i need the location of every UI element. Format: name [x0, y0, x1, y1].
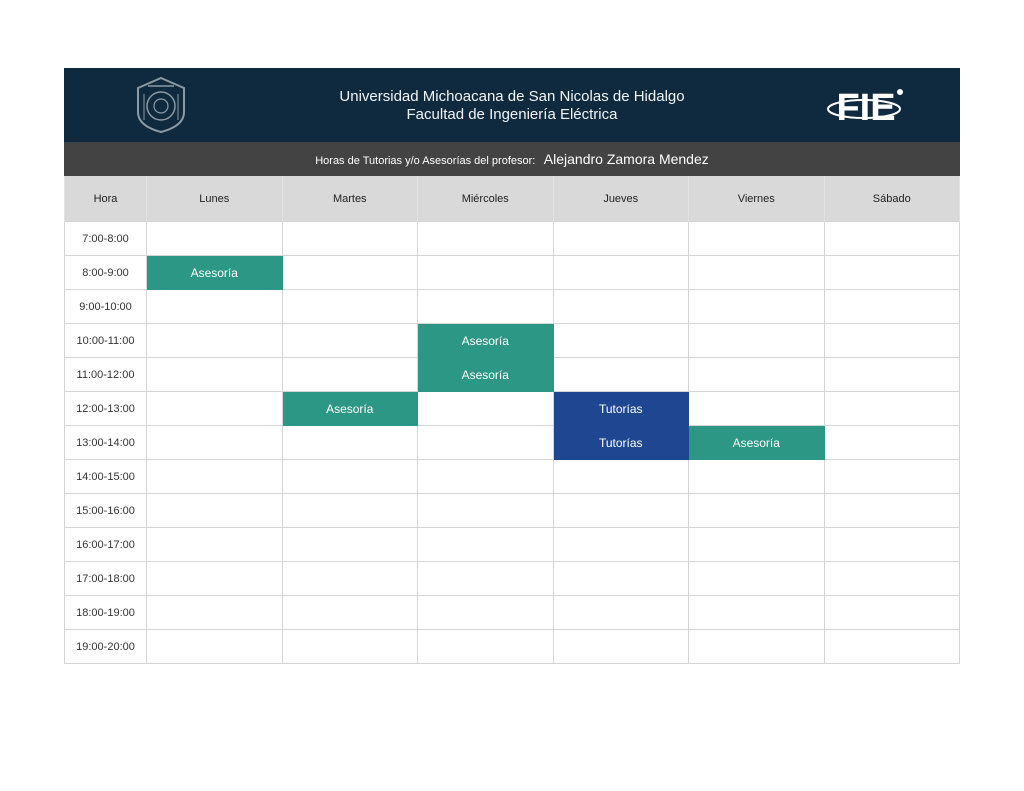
empty-slot — [824, 630, 960, 664]
empty-slot — [689, 494, 825, 528]
empty-slot — [418, 528, 554, 562]
empty-slot — [824, 392, 960, 426]
empty-slot — [147, 222, 283, 256]
empty-slot — [689, 290, 825, 324]
empty-slot — [689, 630, 825, 664]
hour-cell: 12:00-13:00 — [65, 392, 147, 426]
table-row — [65, 460, 960, 494]
empty-slot — [689, 358, 825, 392]
hour-cell: 16:00-17:00 — [65, 528, 147, 562]
university-name: Universidad Michoacana de San Nicolas de Hidalgo — [339, 88, 685, 105]
hour-cell: 11:00-12:00 — [65, 358, 147, 392]
tutoria-slot: Tutorías — [553, 426, 689, 460]
empty-slot — [282, 290, 418, 324]
empty-slot — [282, 494, 418, 528]
empty-slot — [147, 460, 283, 494]
empty-slot — [282, 358, 418, 392]
empty-slot — [282, 596, 418, 630]
empty-slot — [418, 460, 554, 494]
empty-slot — [418, 562, 554, 596]
empty-slot — [147, 630, 283, 664]
fie-logo-icon — [826, 80, 906, 130]
empty-slot — [147, 562, 283, 596]
empty-slot — [553, 222, 689, 256]
table-row — [65, 290, 960, 324]
table-row — [65, 562, 960, 596]
schedule-table — [64, 176, 960, 664]
empty-slot — [282, 562, 418, 596]
empty-slot — [553, 528, 689, 562]
column-header-2: Martes — [282, 176, 418, 222]
empty-slot — [553, 256, 689, 290]
column-header-6: Sábado — [824, 176, 960, 222]
table-row — [65, 222, 960, 256]
hour-cell: 7:00-8:00 — [65, 222, 147, 256]
empty-slot — [147, 290, 283, 324]
table-header-row — [65, 176, 960, 222]
empty-slot — [147, 596, 283, 630]
table-row — [65, 596, 960, 630]
empty-slot — [553, 596, 689, 630]
column-header-0: Hora — [65, 176, 147, 222]
empty-slot — [147, 358, 283, 392]
empty-slot — [689, 562, 825, 596]
empty-slot — [282, 460, 418, 494]
empty-slot — [147, 528, 283, 562]
empty-slot — [824, 562, 960, 596]
empty-slot — [824, 426, 960, 460]
empty-slot — [282, 324, 418, 358]
empty-slot — [824, 324, 960, 358]
asesoria-slot: Asesoría — [147, 256, 283, 290]
empty-slot — [824, 358, 960, 392]
hour-cell: 8:00-9:00 — [65, 256, 147, 290]
hour-cell: 13:00-14:00 — [65, 426, 147, 460]
empty-slot — [824, 256, 960, 290]
professor-bar — [64, 142, 960, 176]
table-row — [65, 256, 960, 290]
asesoria-slot: Asesoría — [418, 358, 554, 392]
table-body — [65, 222, 960, 664]
empty-slot — [689, 324, 825, 358]
header-bar — [64, 68, 960, 142]
empty-slot — [689, 256, 825, 290]
table-row — [65, 392, 960, 426]
empty-slot — [282, 222, 418, 256]
empty-slot — [282, 630, 418, 664]
professor-name: Alejandro Zamora Mendez — [543, 151, 709, 167]
hour-cell: 9:00-10:00 — [65, 290, 147, 324]
empty-slot — [418, 630, 554, 664]
empty-slot — [418, 392, 554, 426]
empty-slot — [418, 222, 554, 256]
empty-slot — [824, 290, 960, 324]
asesoria-slot: Asesoría — [689, 426, 825, 460]
hour-cell: 14:00-15:00 — [65, 460, 147, 494]
empty-slot — [824, 460, 960, 494]
table-row — [65, 324, 960, 358]
empty-slot — [553, 290, 689, 324]
empty-slot — [147, 494, 283, 528]
empty-slot — [418, 256, 554, 290]
column-header-3: Miércoles — [418, 176, 554, 222]
column-header-4: Jueves — [553, 176, 689, 222]
table-row — [65, 494, 960, 528]
empty-slot — [824, 528, 960, 562]
empty-slot — [418, 494, 554, 528]
empty-slot — [824, 222, 960, 256]
asesoria-slot: Asesoría — [282, 392, 418, 426]
schedule-sheet — [64, 68, 960, 664]
table-row — [65, 426, 960, 460]
empty-slot — [689, 392, 825, 426]
empty-slot — [553, 562, 689, 596]
asesoria-slot: Asesoría — [418, 324, 554, 358]
empty-slot — [147, 392, 283, 426]
hour-cell: 10:00-11:00 — [65, 324, 147, 358]
empty-slot — [553, 324, 689, 358]
professor-label: Horas de Tutorias y/o Asesorías del profesor: — [315, 155, 536, 167]
tutoria-slot: Tutorías — [553, 392, 689, 426]
empty-slot — [553, 358, 689, 392]
empty-slot — [553, 630, 689, 664]
empty-slot — [553, 494, 689, 528]
faculty-name: Facultad de Ingeniería Eléctrica — [406, 106, 618, 123]
hour-cell: 19:00-20:00 — [65, 630, 147, 664]
table-row — [65, 528, 960, 562]
empty-slot — [553, 460, 689, 494]
empty-slot — [824, 494, 960, 528]
empty-slot — [418, 290, 554, 324]
table-row — [65, 630, 960, 664]
empty-slot — [282, 256, 418, 290]
column-header-1: Lunes — [147, 176, 283, 222]
hour-cell: 17:00-18:00 — [65, 562, 147, 596]
empty-slot — [689, 222, 825, 256]
empty-slot — [147, 324, 283, 358]
column-header-5: Viernes — [689, 176, 825, 222]
empty-slot — [282, 528, 418, 562]
empty-slot — [147, 426, 283, 460]
empty-slot — [689, 596, 825, 630]
empty-slot — [418, 596, 554, 630]
empty-slot — [689, 460, 825, 494]
hour-cell: 18:00-19:00 — [65, 596, 147, 630]
fie-logo-text: FIE — [836, 87, 896, 129]
empty-slot — [418, 426, 554, 460]
empty-slot — [282, 426, 418, 460]
table-row — [65, 358, 960, 392]
empty-slot — [824, 596, 960, 630]
empty-slot — [689, 528, 825, 562]
hour-cell: 15:00-16:00 — [65, 494, 147, 528]
